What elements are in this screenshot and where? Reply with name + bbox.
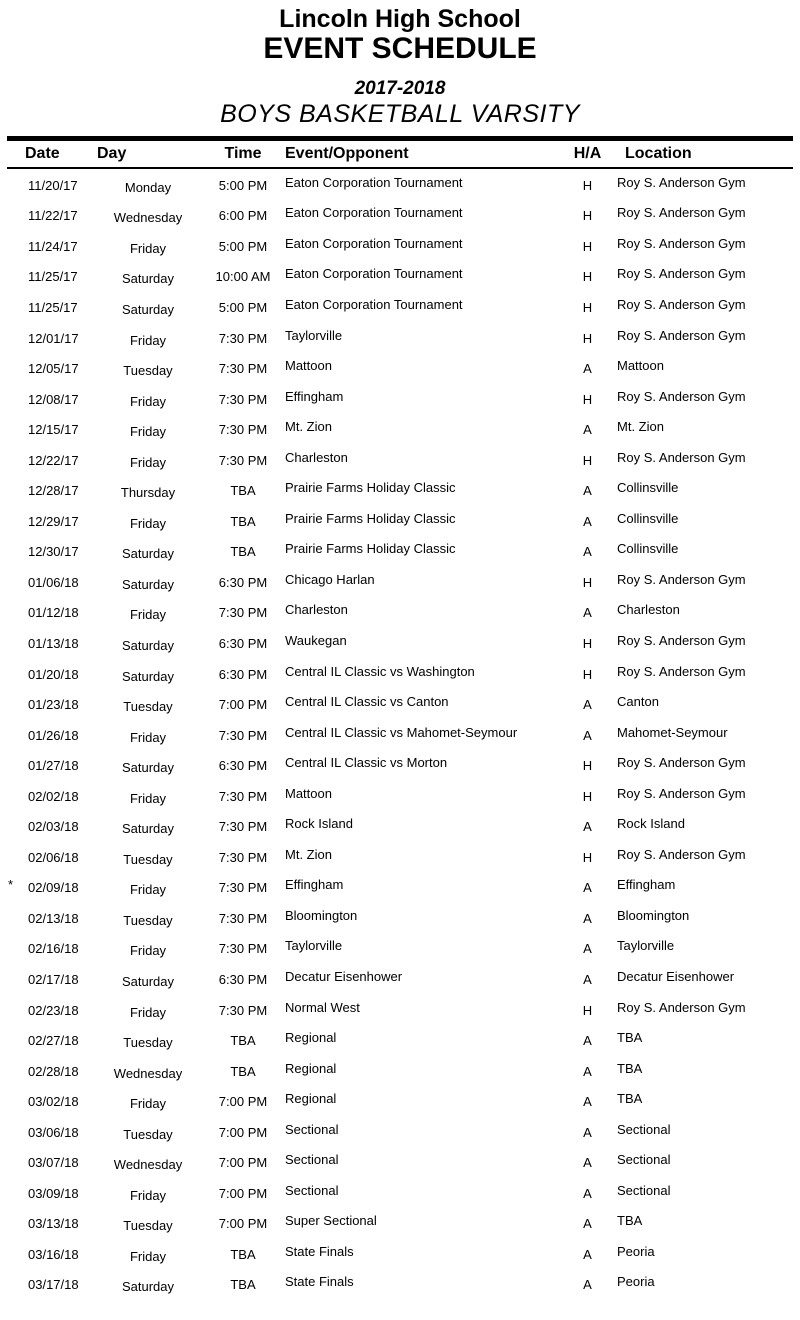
day-cell: Tuesday [123, 699, 173, 715]
time-cell: 7:00 PM [218, 697, 268, 713]
date-cell: 12/22/17 [28, 452, 79, 468]
day-cell: Saturday [121, 576, 175, 592]
home-away-cell: A [583, 1124, 592, 1140]
page-title: EVENT SCHEDULE [263, 32, 537, 65]
home-away-cell: H [582, 208, 593, 224]
date-cell: 02/23/18 [28, 1002, 79, 1018]
home-away-cell: A [583, 880, 592, 896]
location-cell: Rock Island [617, 816, 685, 832]
date-cell: 11/25/17 [28, 299, 78, 315]
date-cell: 02/09/18 [28, 880, 79, 896]
event-cell: Regional [285, 1030, 337, 1046]
day-cell: Tuesday [123, 1126, 173, 1142]
table-row [0, 964, 800, 995]
day-cell: Friday [129, 240, 167, 256]
location-cell: Taylorville [617, 938, 675, 954]
table-row [0, 475, 800, 506]
event-cell: Decatur Eisenhower [285, 968, 403, 984]
date-cell: 11/25/17 [28, 269, 78, 285]
location-cell: TBA [617, 1213, 643, 1229]
location-cell: Roy S. Anderson Gym [617, 266, 746, 282]
event-cell: Regional [285, 1091, 337, 1107]
time-cell: 7:30 PM [218, 391, 268, 407]
day-cell: Tuesday [123, 851, 173, 867]
home-away-cell: H [582, 788, 593, 804]
time-cell: 7:30 PM [218, 452, 268, 468]
event-cell: Prairie Farms Holiday Classic [285, 541, 456, 557]
date-cell: 03/07/18 [28, 1155, 79, 1171]
table-row [0, 1117, 800, 1148]
home-away-cell: A [583, 1185, 592, 1201]
time-cell: 7:30 PM [218, 605, 268, 621]
table-row [0, 1239, 800, 1270]
time-cell: 7:30 PM [218, 880, 268, 896]
location-cell: Roy S. Anderson Gym [617, 663, 746, 679]
location-cell: Roy S. Anderson Gym [617, 327, 746, 343]
table-row [0, 445, 800, 476]
school-name: Lincoln High School [279, 5, 521, 33]
day-cell: Friday [129, 1187, 167, 1203]
location-cell: Collinsville [617, 541, 679, 557]
column-header-date: Date [25, 145, 60, 162]
home-away-cell: H [582, 452, 593, 468]
location-cell: Roy S. Anderson Gym [617, 388, 746, 404]
location-cell: Bloomington [617, 907, 690, 923]
time-cell: TBA [230, 544, 256, 560]
table-header-row [0, 142, 800, 166]
table-row [0, 292, 800, 323]
table-row [0, 170, 800, 201]
table-row [0, 811, 800, 842]
table-row [0, 689, 800, 720]
table-row [0, 1148, 800, 1179]
home-away-cell: H [582, 391, 593, 407]
location-cell: Roy S. Anderson Gym [617, 205, 746, 221]
home-away-cell: H [582, 666, 593, 682]
column-header-home-away: H/A [573, 145, 602, 162]
day-cell: Wednesday [113, 210, 183, 226]
time-cell: 6:30 PM [218, 758, 268, 774]
day-cell: Friday [129, 1004, 167, 1020]
event-cell: Regional [285, 1060, 337, 1076]
time-cell: 6:00 PM [218, 208, 268, 224]
home-away-cell: A [583, 422, 592, 438]
time-cell: 6:30 PM [218, 574, 268, 590]
event-cell: Bloomington [285, 907, 358, 923]
home-away-cell: A [583, 544, 592, 560]
event-cell: Mt. Zion [285, 846, 332, 862]
home-away-cell: A [583, 1216, 592, 1232]
table-row [0, 1025, 800, 1056]
home-away-cell: A [583, 941, 592, 957]
date-cell: 02/16/18 [28, 941, 79, 957]
day-cell: Tuesday [123, 912, 173, 928]
time-cell: 7:30 PM [218, 727, 268, 743]
home-away-cell: A [583, 605, 592, 621]
location-cell: Collinsville [617, 510, 679, 526]
team-name: BOYS BASKETBALL VARSITY [220, 100, 580, 128]
date-cell: 01/06/18 [28, 574, 79, 590]
date-cell: 02/02/18 [28, 788, 79, 804]
table-row [0, 903, 800, 934]
day-cell: Friday [129, 424, 167, 440]
time-cell: 7:00 PM [218, 1155, 268, 1171]
column-header-day: Day [97, 145, 127, 162]
home-away-cell: H [582, 635, 593, 651]
event-cell: Waukegan [285, 632, 347, 648]
date-cell: 11/22/17 [28, 208, 78, 224]
column-header-location: Location [625, 145, 692, 162]
event-cell: Prairie Farms Holiday Classic [285, 510, 456, 526]
location-cell: Roy S. Anderson Gym [617, 755, 746, 771]
date-cell: 01/12/18 [28, 605, 79, 621]
location-cell: Sectional [617, 1182, 671, 1198]
event-cell: Central IL Classic vs Mahomet-Seymour [285, 724, 518, 740]
time-cell: 6:30 PM [218, 635, 268, 651]
table-row [0, 231, 800, 262]
table-row [0, 1086, 800, 1117]
event-cell: Taylorville [285, 938, 343, 954]
home-away-cell: H [582, 574, 593, 590]
event-cell: Sectional [285, 1121, 339, 1137]
event-cell: Eaton Corporation Tournament [285, 266, 463, 282]
location-cell: Sectional [617, 1152, 671, 1168]
time-cell: 6:30 PM [218, 666, 268, 682]
time-cell: TBA [230, 1063, 256, 1079]
home-away-cell: A [583, 727, 592, 743]
home-away-cell: H [582, 849, 593, 865]
date-cell: 11/20/17 [28, 177, 78, 193]
day-cell: Friday [129, 607, 167, 623]
home-away-cell: A [583, 361, 592, 377]
day-cell: Saturday [121, 668, 175, 684]
table-row [0, 659, 800, 690]
location-cell: Roy S. Anderson Gym [617, 235, 746, 251]
day-cell: Saturday [121, 546, 175, 562]
time-cell: 7:30 PM [218, 330, 268, 346]
home-away-cell: A [583, 819, 592, 835]
day-cell: Friday [129, 1096, 167, 1112]
event-cell: Eaton Corporation Tournament [285, 296, 463, 312]
event-cell: Central IL Classic vs Washington [285, 663, 475, 679]
date-cell: 02/28/18 [28, 1063, 79, 1079]
day-cell: Tuesday [123, 1035, 173, 1051]
event-cell: State Finals [285, 1243, 354, 1259]
table-row [0, 414, 800, 445]
date-cell: 01/27/18 [28, 758, 79, 774]
location-cell: Peoria [617, 1274, 655, 1290]
day-cell: Tuesday [123, 1218, 173, 1234]
column-header-time: Time [224, 145, 262, 162]
date-cell: 03/09/18 [28, 1185, 79, 1201]
date-cell: 12/28/17 [28, 483, 79, 499]
table-row [0, 567, 800, 598]
event-cell: Chicago Harlan [285, 571, 375, 587]
location-cell: Mt. Zion [617, 419, 664, 435]
home-away-cell: A [583, 513, 592, 529]
home-away-cell: H [582, 330, 593, 346]
table-row [0, 262, 800, 293]
time-cell: 7:00 PM [218, 1094, 268, 1110]
time-cell: TBA [230, 1033, 256, 1049]
date-cell: 01/23/18 [28, 697, 79, 713]
date-cell: 02/03/18 [28, 819, 79, 835]
time-cell: 7:00 PM [218, 1185, 268, 1201]
table-row [0, 934, 800, 965]
table-row [0, 323, 800, 354]
event-cell: Eaton Corporation Tournament [285, 174, 463, 190]
date-cell: 02/17/18 [28, 971, 79, 987]
event-cell: Sectional [285, 1182, 339, 1198]
event-cell: Charleston [285, 602, 348, 618]
table-row [0, 1056, 800, 1087]
table-row [0, 1209, 800, 1240]
table-row [0, 720, 800, 751]
location-cell: Roy S. Anderson Gym [617, 449, 746, 465]
day-cell: Friday [129, 515, 167, 531]
date-cell: 03/17/18 [28, 1277, 79, 1293]
date-cell: 11/24/17 [28, 238, 78, 254]
home-away-cell: H [582, 1002, 593, 1018]
table-row [0, 353, 800, 384]
time-cell: 7:30 PM [218, 849, 268, 865]
home-away-cell: A [583, 1094, 592, 1110]
location-cell: Roy S. Anderson Gym [617, 846, 746, 862]
date-cell: 01/20/18 [28, 666, 79, 682]
home-away-cell: H [582, 177, 593, 193]
event-cell: Charleston [285, 449, 348, 465]
location-cell: Mattoon [617, 358, 664, 374]
event-cell: Sectional [285, 1152, 339, 1168]
table-row [0, 506, 800, 537]
date-cell: 12/01/17 [28, 330, 79, 346]
event-cell: Effingham [285, 877, 344, 893]
date-cell: 02/13/18 [28, 910, 79, 926]
season-label: 2017-2018 [354, 78, 446, 99]
day-cell: Saturday [121, 637, 175, 653]
day-cell: Tuesday [123, 363, 173, 379]
location-cell: Canton [617, 694, 659, 710]
time-cell: 7:30 PM [218, 361, 268, 377]
table-row [0, 995, 800, 1026]
home-away-cell: A [583, 910, 592, 926]
day-cell: Friday [129, 729, 167, 745]
date-cell: 12/15/17 [28, 422, 79, 438]
event-cell: Effingham [285, 388, 344, 404]
location-cell: TBA [617, 1060, 643, 1076]
event-cell: Mt. Zion [285, 419, 332, 435]
day-cell: Friday [129, 332, 167, 348]
event-cell: Mattoon [285, 358, 332, 374]
time-cell: 7:30 PM [218, 788, 268, 804]
day-cell: Friday [129, 393, 167, 409]
day-cell: Saturday [121, 301, 175, 317]
home-away-cell: A [583, 1033, 592, 1049]
time-cell: 7:30 PM [218, 819, 268, 835]
time-cell: 7:30 PM [218, 422, 268, 438]
event-cell: Rock Island [285, 816, 353, 832]
time-cell: 10:00 AM [215, 269, 271, 285]
table-row [0, 1270, 800, 1301]
schedule-rows [0, 170, 800, 1300]
day-cell: Saturday [121, 1279, 175, 1295]
date-cell: 12/30/17 [28, 544, 79, 560]
home-away-cell: A [583, 971, 592, 987]
home-away-cell: H [582, 269, 593, 285]
day-cell: Thursday [120, 485, 176, 501]
location-cell: Sectional [617, 1121, 671, 1137]
date-cell: 01/13/18 [28, 635, 79, 651]
event-cell: State Finals [285, 1274, 354, 1290]
event-cell: Mattoon [285, 785, 332, 801]
time-cell: 6:30 PM [218, 971, 268, 987]
home-away-cell: A [583, 1063, 592, 1079]
table-row [0, 1178, 800, 1209]
time-cell: 7:30 PM [218, 910, 268, 926]
note-star: * [8, 877, 14, 893]
date-cell: 03/16/18 [28, 1246, 79, 1262]
time-cell: TBA [230, 1277, 256, 1293]
time-cell: TBA [230, 483, 256, 499]
table-row [0, 628, 800, 659]
table-row [0, 781, 800, 812]
event-cell: Central IL Classic vs Morton [285, 755, 448, 771]
day-cell: Friday [129, 1248, 167, 1264]
event-cell: Normal West [285, 999, 360, 1015]
table-row [0, 750, 800, 781]
column-header-event-opponent: Event/Opponent [285, 145, 409, 162]
time-cell: 5:00 PM [218, 299, 268, 315]
date-cell: 03/06/18 [28, 1124, 79, 1140]
location-cell: Roy S. Anderson Gym [617, 999, 746, 1015]
event-cell: Super Sectional [285, 1213, 377, 1229]
day-cell: Wednesday [113, 1157, 183, 1173]
day-cell: Friday [129, 454, 167, 470]
date-cell: 12/29/17 [28, 513, 79, 529]
time-cell: 7:00 PM [218, 1216, 268, 1232]
location-cell: Peoria [617, 1243, 655, 1259]
time-cell: TBA [230, 1246, 256, 1262]
location-cell: Roy S. Anderson Gym [617, 571, 746, 587]
time-cell: 7:30 PM [218, 1002, 268, 1018]
time-cell: 5:00 PM [218, 177, 268, 193]
home-away-cell: A [583, 697, 592, 713]
location-cell: Roy S. Anderson Gym [617, 632, 746, 648]
header-divider-thin [7, 167, 793, 169]
location-cell: TBA [617, 1091, 643, 1107]
event-cell: Eaton Corporation Tournament [285, 235, 463, 251]
day-cell: Wednesday [113, 1065, 183, 1081]
home-away-cell: A [583, 1155, 592, 1171]
table-row [0, 201, 800, 232]
day-cell: Saturday [121, 271, 175, 287]
date-cell: 03/02/18 [28, 1094, 79, 1110]
day-cell: Saturday [121, 821, 175, 837]
home-away-cell: A [583, 483, 592, 499]
home-away-cell: H [582, 758, 593, 774]
table-row [0, 598, 800, 629]
day-cell: Friday [129, 943, 167, 959]
event-cell: Eaton Corporation Tournament [285, 205, 463, 221]
home-away-cell: A [583, 1277, 592, 1293]
home-away-cell: H [582, 238, 593, 254]
event-cell: Taylorville [285, 327, 343, 343]
date-cell: 03/13/18 [28, 1216, 79, 1232]
location-cell: Effingham [617, 877, 676, 893]
location-cell: Roy S. Anderson Gym [617, 785, 746, 801]
day-cell: Saturday [121, 760, 175, 776]
location-cell: Roy S. Anderson Gym [617, 296, 746, 312]
date-cell: 02/27/18 [28, 1033, 79, 1049]
home-away-cell: A [583, 1246, 592, 1262]
table-row [0, 384, 800, 415]
table-row [0, 537, 800, 568]
location-cell: Mahomet-Seymour [617, 724, 728, 740]
event-cell: Central IL Classic vs Canton [285, 694, 449, 710]
day-cell: Monday [124, 179, 172, 195]
day-cell: Saturday [121, 973, 175, 989]
day-cell: Friday [129, 790, 167, 806]
location-cell: TBA [617, 1030, 643, 1046]
home-away-cell: H [582, 299, 593, 315]
date-cell: 02/06/18 [28, 849, 79, 865]
time-cell: 7:30 PM [218, 941, 268, 957]
table-row [0, 842, 800, 873]
header-divider-thick [7, 136, 793, 141]
date-cell: 01/26/18 [28, 727, 79, 743]
location-cell: Collinsville [617, 480, 679, 496]
date-cell: 12/05/17 [28, 361, 79, 377]
time-cell: TBA [230, 513, 256, 529]
event-cell: Prairie Farms Holiday Classic [285, 480, 456, 496]
location-cell: Decatur Eisenhower [617, 968, 735, 984]
table-row [0, 873, 800, 904]
location-cell: Roy S. Anderson Gym [617, 174, 746, 190]
time-cell: 5:00 PM [218, 238, 268, 254]
date-cell: 12/08/17 [28, 391, 79, 407]
day-cell: Friday [129, 882, 167, 898]
location-cell: Charleston [617, 602, 680, 618]
time-cell: 7:00 PM [218, 1124, 268, 1140]
